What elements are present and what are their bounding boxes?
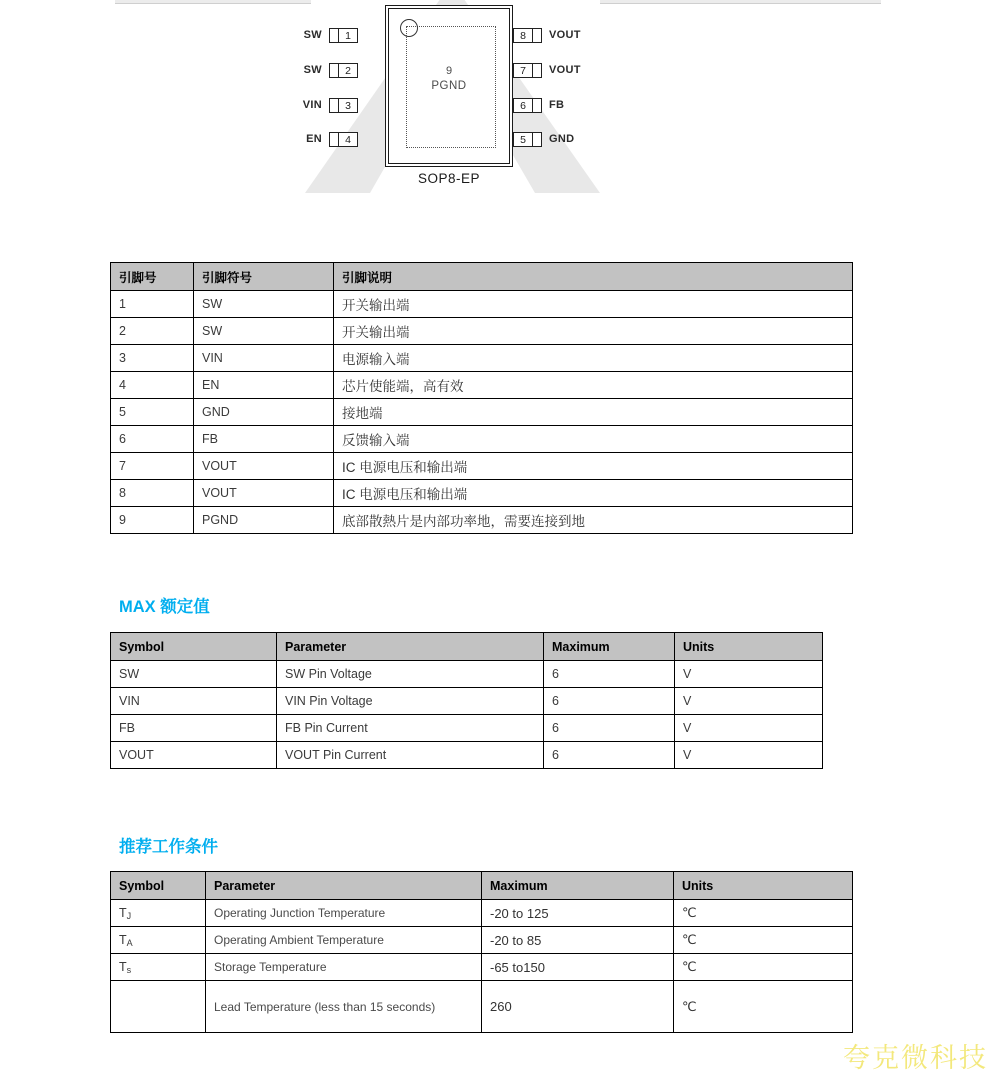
pin-row-4 [280,132,358,147]
pin-stub [532,29,541,42]
column-header: 引脚符号 [194,263,334,291]
table-header-row [111,263,853,291]
section-title-max-ratings: MAX 额定值 [119,598,210,616]
parameter-cell: Lead Temperature (less than 15 seconds) [206,981,482,1033]
parameter-cell: SW Pin Voltage [277,661,544,688]
symbol-cell [111,900,206,927]
table-row [111,742,823,769]
symbol-cell: SW [111,661,277,688]
column-header: Units [675,633,823,661]
units-cell: ℃ [674,981,853,1033]
pin-desc-cell: IC 电源电压和输出端 [334,453,853,480]
pin-name-label: SW [303,29,322,41]
pin-number: 2 [345,64,351,77]
pin-row-6 [513,98,564,113]
units-cell: ℃ [674,927,853,954]
symbol-base: T [119,932,127,947]
pin-number: 1 [345,29,351,42]
symbol-cell [111,954,206,981]
operating-conditions-table [110,871,853,1033]
table-row [111,900,853,927]
table-row [111,507,853,534]
units-cell: V [675,742,823,769]
thermal-pad-number: 9 [445,65,453,77]
table-row [111,954,853,981]
thermal-pad-name: PGND [431,80,467,92]
pin-number-cell: 5 [111,399,194,426]
pin-symbol-cell: SW [194,318,334,345]
pin-desc-cell: 开关输出端 [334,291,853,318]
pin-stub [330,99,339,112]
pin-symbol-cell: GND [194,399,334,426]
max-ratings-table [110,632,823,769]
column-header: Symbol [111,872,206,900]
table-row [111,345,853,372]
pin-lead [513,28,542,43]
pin-number-cell: 4 [111,372,194,399]
column-header: Maximum [482,872,674,900]
parameter-cell: Storage Temperature [206,954,482,981]
pin-desc-cell: 开关输出端 [334,318,853,345]
pin-lead [513,63,542,78]
column-header: Parameter [277,633,544,661]
pin-number: 3 [345,99,351,112]
pin-number-cell: 1 [111,291,194,318]
pin-symbol-cell: SW [194,291,334,318]
parameter-cell: Operating Ambient Temperature [206,927,482,954]
pin-stub [330,133,339,146]
pin-number-cell: 7 [111,453,194,480]
pin-number: 4 [345,133,351,146]
pin-desc-cell: 接地端 [334,399,853,426]
table-row [111,981,853,1033]
pin-name-label: FB [549,99,565,111]
maximum-cell: 6 [544,742,675,769]
section-title-operating-conditions: 推荐工作条件 [119,838,218,856]
table-row [111,688,823,715]
maximum-cell: -20 to 85 [482,927,674,954]
pin-name-label: VOUT [549,29,581,41]
maximum-cell: 6 [544,661,675,688]
table-header-row [111,872,853,900]
pin-description-table [110,262,853,534]
pin-desc-cell: 反馈输入端 [334,426,853,453]
table-row [111,661,823,688]
pin-stub [532,99,541,112]
pin-symbol-cell: PGND [194,507,334,534]
pin-row-5 [513,132,574,147]
parameter-cell: VIN Pin Voltage [277,688,544,715]
table-row [111,453,853,480]
pin-number-cell: 2 [111,318,194,345]
units-cell: ℃ [674,900,853,927]
table-row [111,480,853,507]
pin-number: 7 [520,64,526,77]
pin-row-2 [280,63,358,78]
pin-name-label: VIN [302,99,322,111]
units-cell: V [675,715,823,742]
chip-body [385,5,513,167]
pin-row-8 [513,28,581,43]
pin-number: 5 [520,133,526,146]
symbol-base: T [119,959,127,974]
maximum-cell: 6 [544,715,675,742]
pin-number: 8 [520,29,526,42]
pin1-marker-icon [400,19,418,37]
pin-name-label: VOUT [549,64,581,76]
pin-row-3 [280,98,358,113]
maximum-cell: 260 [482,981,674,1033]
pin-lead [513,132,542,147]
vendor-watermark: 夸克微科技 [843,1043,988,1070]
column-header: Parameter [206,872,482,900]
pin-number-cell: 9 [111,507,194,534]
pin-symbol-cell: EN [194,372,334,399]
table-header-row [111,633,823,661]
pin-lead [513,98,542,113]
pin-lead [329,28,358,43]
table-row [111,426,853,453]
maximum-cell: -20 to 125 [482,900,674,927]
maximum-cell: 6 [544,688,675,715]
pin-name-label: GND [549,133,575,145]
pin-symbol-cell: FB [194,426,334,453]
pin-row-1 [280,28,358,43]
pin-stub [532,133,541,146]
symbol-cell: FB [111,715,277,742]
pinout-diagram [280,0,700,200]
package-label: SOP8-EP [417,171,481,186]
pin-symbol-cell: VOUT [194,480,334,507]
symbol-subscript: A [126,937,133,948]
column-header: Units [674,872,853,900]
table-row [111,291,853,318]
pin-number-cell: 8 [111,480,194,507]
column-header: 引脚说明 [334,263,853,291]
pin-symbol-cell: VIN [194,345,334,372]
pin-stub [532,64,541,77]
symbol-cell: VIN [111,688,277,715]
pin-number: 6 [520,99,526,112]
table-row [111,715,823,742]
table-row [111,927,853,954]
symbol-subscript: J [126,910,132,921]
symbol-subscript: s [126,964,132,975]
pin-desc-cell: IC 电源电压和输出端 [334,480,853,507]
maximum-cell: -65 to150 [482,954,674,981]
pin-stub [330,29,339,42]
parameter-cell: VOUT Pin Current [277,742,544,769]
column-header: Maximum [544,633,675,661]
units-cell: ℃ [674,954,853,981]
pin-name-label: SW [303,64,322,76]
pin-lead [329,132,358,147]
thermal-pad-text [386,64,512,94]
symbol-cell [111,981,206,1033]
units-cell: V [675,688,823,715]
pin-symbol-cell: VOUT [194,453,334,480]
column-header: Symbol [111,633,277,661]
symbol-base: T [119,905,127,920]
pin-lead [329,63,358,78]
pin-desc-cell: 芯片使能端，高有效 [334,372,853,399]
parameter-cell: Operating Junction Temperature [206,900,482,927]
pin-stub [330,64,339,77]
table-row [111,372,853,399]
pin-number-cell: 3 [111,345,194,372]
column-header: 引脚号 [111,263,194,291]
pin-desc-cell: 电源输入端 [334,345,853,372]
pin-name-label: EN [306,133,322,145]
table-row [111,318,853,345]
symbol-cell: VOUT [111,742,277,769]
pin-desc-cell: 底部散熱片是内部功率地，需要连接到地 [334,507,853,534]
table-row [111,399,853,426]
pin-row-7 [513,63,581,78]
parameter-cell: FB Pin Current [277,715,544,742]
pin-number-cell: 6 [111,426,194,453]
symbol-cell [111,927,206,954]
units-cell: V [675,661,823,688]
pin-lead [329,98,358,113]
